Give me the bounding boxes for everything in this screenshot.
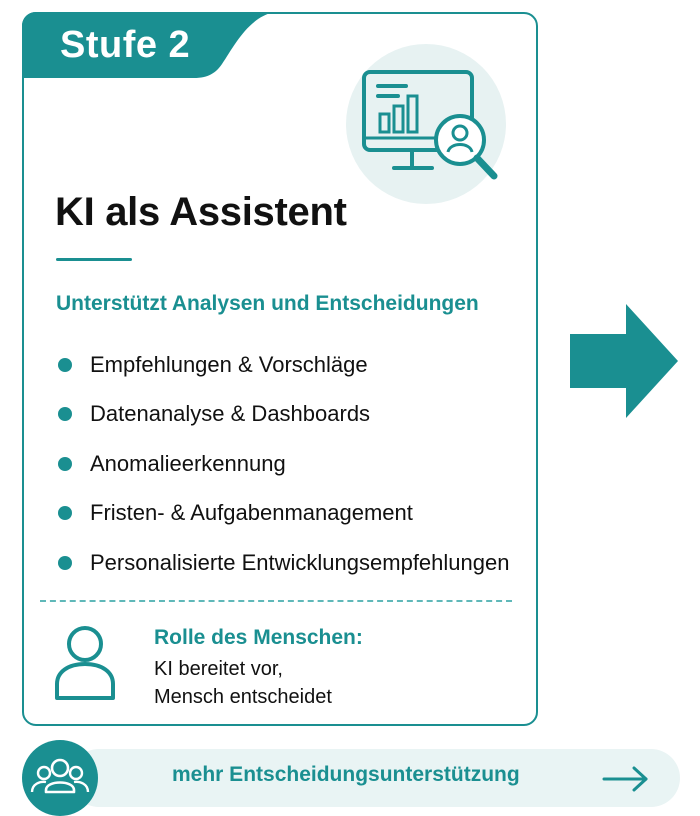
feature-label: Anomalieerkennung xyxy=(90,450,286,476)
feature-label: Fristen- & Aufgabenmanagement xyxy=(90,500,413,526)
stage-tab xyxy=(22,12,274,78)
role-description-line: KI bereitet vor, xyxy=(154,658,283,680)
person-icon xyxy=(52,622,118,702)
progress-label: mehr Entscheidungsunterstützung xyxy=(172,763,520,786)
role-description-line: Mensch entscheidet xyxy=(154,686,332,708)
group-icon xyxy=(22,740,98,816)
feature-label: Datenanalyse & Dashboards xyxy=(90,401,371,427)
stage-label: Stufe 2 xyxy=(60,24,191,66)
feature-item xyxy=(56,489,509,539)
title-underline xyxy=(56,258,132,261)
monitor-chart-magnifier-icon xyxy=(342,40,510,208)
bullet-dot-icon xyxy=(58,506,72,520)
feature-item xyxy=(56,538,509,588)
card-subtitle: Unterstützt Analysen und Entscheidungen xyxy=(56,292,479,315)
role-title: Rolle des Menschen: xyxy=(154,626,363,649)
bullet-dot-icon xyxy=(58,358,72,372)
feature-label: Personalisierte Entwicklungsempfehlungen xyxy=(90,549,510,575)
feature-item xyxy=(56,340,509,390)
bullet-dot-icon xyxy=(58,556,72,570)
arrow-right-icon xyxy=(600,764,652,794)
dashed-divider xyxy=(40,600,512,602)
card-title: KI als Assistent xyxy=(55,190,347,234)
feature-list xyxy=(56,340,509,588)
bullet-dot-icon xyxy=(58,457,72,471)
right-arrow-icon xyxy=(570,304,678,418)
feature-label: Empfehlungen & Vorschläge xyxy=(90,351,368,377)
feature-item xyxy=(56,390,509,440)
feature-item xyxy=(56,439,509,489)
bullet-dot-icon xyxy=(58,407,72,421)
